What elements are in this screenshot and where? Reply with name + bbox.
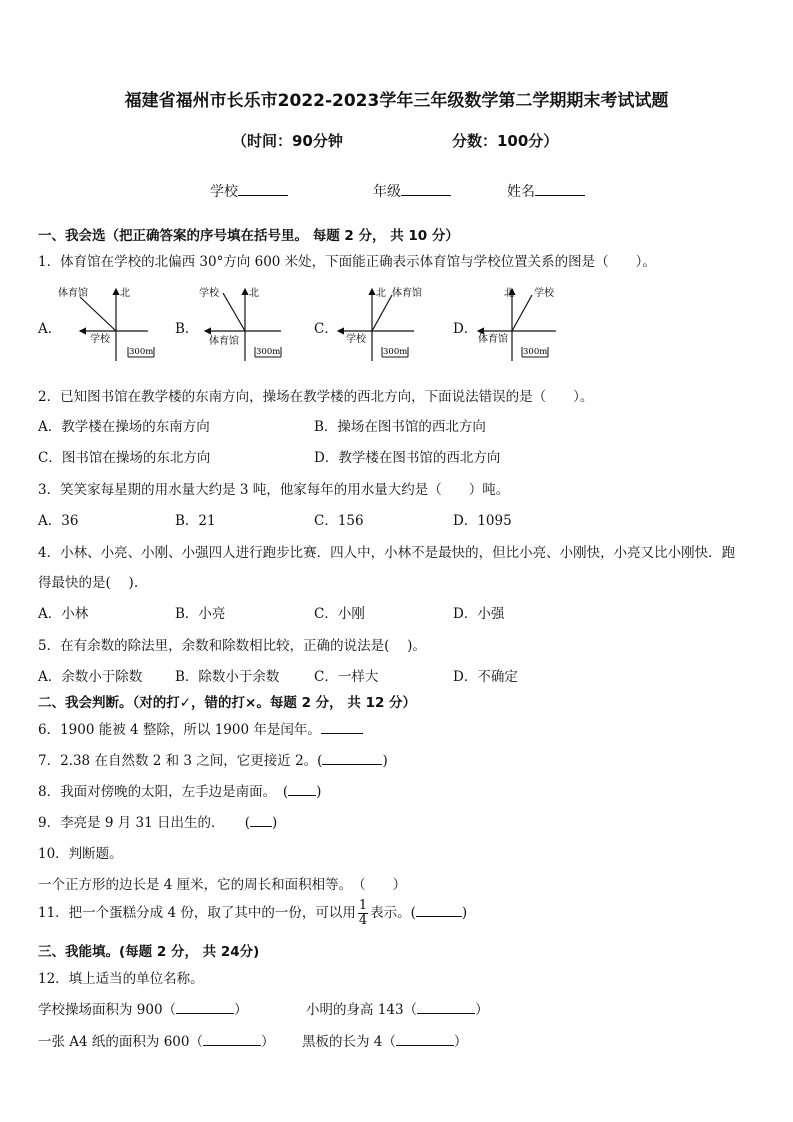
diagram-d-bottom-label: 体育馆 (478, 334, 508, 345)
question-10: 10．判断题。 (38, 846, 123, 862)
fraction-numerator: 1 (358, 898, 368, 913)
q5-option-a: A．余数小于除数 (38, 669, 143, 685)
q4-option-b: B．小亮 (175, 606, 226, 622)
question-6 (38, 718, 363, 738)
q12-item-1 (38, 998, 248, 1018)
exam-score: 分数：100分） (452, 132, 559, 150)
exam-title: 福建省福州市长乐市2022-2023学年三年级数学第二学期期末考试试题 (124, 91, 669, 111)
question-11 (38, 899, 467, 928)
q1-diagram-b (195, 283, 297, 363)
q4-option-d: D．小强 (453, 606, 505, 622)
q3-option-b: B．21 (175, 513, 216, 529)
q3-option-d: D．1095 (453, 513, 512, 529)
question-11-text: 11．把一个蛋糕分成 4 份，取了其中的一份，可以用 (38, 905, 356, 921)
q6-answer-blank[interactable] (321, 721, 363, 734)
q12-item-2 (306, 998, 489, 1018)
q2-option-c: C．图书馆在操场的东北方向 (38, 450, 211, 466)
question-8 (38, 780, 321, 800)
q12-item-4 (302, 1030, 467, 1050)
q1-option-b: B． (175, 321, 199, 337)
q12-item-2-text: 小明的身高 143（ (306, 1002, 418, 1018)
question-6-text: 6．1900 能被 4 整除，所以 1900 年是闰年。 (38, 722, 321, 738)
diagram-c-scale: 300m (383, 347, 408, 357)
q11-close: ) (461, 905, 468, 921)
q2-option-b: B．操场在图书馆的西北方向 (314, 419, 486, 435)
school-label: 学校 (210, 184, 238, 200)
q1-option-d: D． (453, 321, 478, 337)
question-4-line1: 4．小林、小亮、小刚、小强四人进行跑步比赛．四人中，小林不是最快的，但比小亮、小刚快，小亮又比小刚快．跑 (38, 545, 736, 561)
q12-item-4-close: ） (453, 1034, 468, 1050)
q4-option-a: A．小林 (38, 606, 89, 622)
q1-diagram-a (56, 283, 158, 363)
diagram-a-north: 北 (120, 288, 130, 299)
diagram-a-top-label: 体育馆 (58, 288, 88, 299)
diagram-d-top-label: 学校 (534, 288, 554, 299)
q9-close: ) (272, 815, 278, 831)
diagram-c-north: 北 (376, 288, 386, 299)
q2-option-d: D．教学楼在图书馆的西北方向 (314, 450, 501, 466)
question-7 (38, 749, 388, 769)
q8-answer-blank[interactable] (288, 783, 316, 796)
q1-option-a: A． (38, 321, 62, 337)
q12-item-4-blank[interactable] (396, 1033, 454, 1046)
question-11-text-end: 表示。( (370, 905, 416, 921)
q1-option-c: C． (314, 321, 338, 337)
name-label: 姓名 (507, 184, 535, 200)
q12-item-1-text: 学校操场面积为 900（ (38, 1002, 177, 1018)
question-8-text: 8．我面对傍晚的太阳，左手边是南面。 ( (38, 784, 289, 800)
question-5: 5．在有余数的除法里，余数和除数相比较，正确的说法是( )。 (38, 638, 426, 654)
q12-item-4-text: 黑板的长为 4（ (302, 1034, 396, 1050)
fraction-denominator: 4 (358, 913, 368, 928)
section1-heading: 一、我会选（把正确答案的序号填在括号里。 每题 2 分， 共 10 分） (38, 228, 459, 244)
q12-item-3-blank[interactable] (203, 1033, 261, 1046)
question-1: 1．体育馆在学校的北偏西 30°方向 600 米处，下面能正确表示体育馆与学校位置关系的图是（ ）。 (38, 254, 656, 270)
q12-item-1-close: ） (234, 1002, 248, 1018)
question-2: 2．已知图书馆在教学楼的东南方向，操场在教学楼的西北方向，下面说法错误的是（ ）。 (38, 389, 594, 405)
diagram-a-bottom-label: 学校 (90, 334, 110, 345)
grade-field (373, 181, 451, 201)
exam-time: （时间：90分钟 (232, 132, 343, 150)
diagram-c-top-label: 体育馆 (392, 288, 422, 299)
q5-option-b: B．除数小于余数 (175, 669, 280, 685)
q2-option-a: A．教学楼在操场的东南方向 (38, 419, 210, 435)
grade-blank[interactable] (401, 183, 451, 196)
question-12: 12．填上适当的单位名称。 (38, 971, 204, 987)
question-4-line2: 得最快的是( ). (38, 575, 139, 591)
grade-label: 年级 (373, 184, 401, 200)
diagram-d-scale: 300m (523, 347, 548, 357)
question-7-text: 7．2.38 在自然数 2 和 3 之间，它更接近 2。( (38, 753, 323, 769)
q4-option-c: C．小刚 (314, 606, 365, 622)
q12-item-3-text: 一张 A4 纸的面积为 600（ (38, 1034, 203, 1050)
question-9-text: 9．李亮是 9 月 31 日出生的． ( (38, 815, 251, 831)
diagram-b-top-label: 学校 (199, 288, 219, 299)
q5-option-c: C．一样大 (314, 669, 379, 685)
name-field (507, 181, 585, 201)
q12-item-2-close: ） (475, 1002, 489, 1018)
q7-close: ) (382, 753, 388, 769)
q7-answer-blank[interactable] (322, 752, 382, 765)
diagram-a-scale: 300m (129, 347, 154, 357)
q12-item-1-blank[interactable] (176, 1001, 234, 1014)
q12-item-3-close: ） (260, 1034, 275, 1050)
q3-option-c: C．156 (314, 513, 364, 529)
q11-answer-blank[interactable] (416, 904, 462, 917)
section2-heading: 二、我会判断。（对的打✓，错的打×。每题 2 分， 共 12 分） (38, 695, 417, 711)
diagram-b-scale: 300m (256, 347, 281, 357)
q3-option-a: A．36 (38, 513, 79, 529)
diagram-b-north: 北 (249, 288, 259, 299)
school-field (210, 181, 288, 201)
q1-diagram-c (334, 283, 436, 363)
q5-option-d: D．不确定 (453, 669, 518, 685)
question-9 (38, 811, 277, 831)
question-3: 3．笑笑家每星期的用水量大约是 3 吨，他家每年的用水量大约是（ ）吨。 (38, 482, 510, 498)
q12-item-3 (38, 1030, 274, 1050)
section3-heading: 三、我能填。(每题 2 分， 共 24分) (38, 944, 260, 960)
fraction-one-quarter (358, 899, 368, 928)
q12-item-2-blank[interactable] (417, 1001, 475, 1014)
diagram-c-bottom-label: 学校 (346, 334, 366, 345)
q8-close: ) (316, 784, 322, 800)
diagram-d-north: 北 (504, 288, 514, 299)
q1-diagram-d (474, 283, 576, 363)
question-10-statement: 一个正方形的边长是 4 厘米，它的周长和面积相等。 （ ） (38, 877, 407, 893)
diagram-b-bottom-label: 体育馆 (209, 336, 239, 347)
q9-answer-blank[interactable] (250, 814, 272, 827)
school-blank[interactable] (238, 183, 288, 196)
name-blank[interactable] (535, 183, 585, 196)
